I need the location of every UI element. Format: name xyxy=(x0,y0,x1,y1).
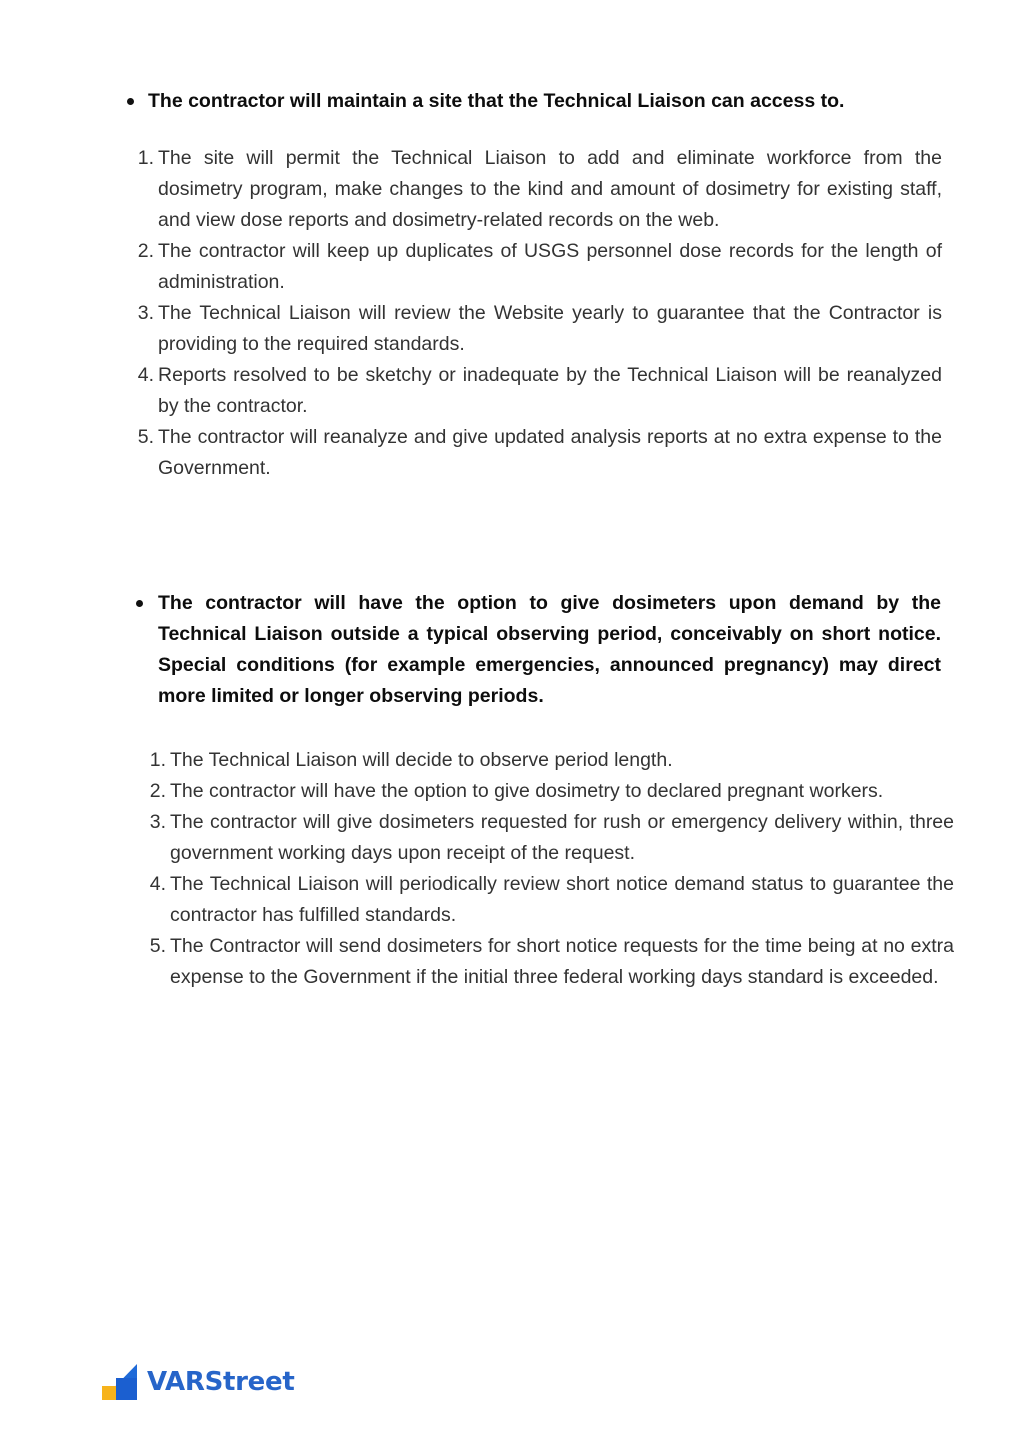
item-number: 2. xyxy=(149,780,166,802)
item-number: 4. xyxy=(137,364,154,386)
item-number: 5. xyxy=(149,935,166,957)
list-item xyxy=(149,745,954,776)
item-number: 3. xyxy=(149,811,166,833)
heading-text: The contractor will maintain a site that the Technical Liaison can access to. xyxy=(148,90,845,112)
item-text: The contractor will reanalyze and give updated analysis reports at no extra expense to the Government. xyxy=(158,426,942,479)
item-text: The Technical Liaison will review the Website yearly to guarantee that the Contractor is providing to the required standards. xyxy=(158,302,942,355)
list-item xyxy=(137,360,942,422)
heading-text: The contractor will have the option to give dosimeters upon demand by the Technical Liaison outside a typical observing period, conceivably on short notice. Special conditions (for example emergencies, announced pregnancy) may direct more limited or longer observing periods. xyxy=(158,592,941,707)
item-number: 3. xyxy=(137,302,154,324)
varstreet-logo xyxy=(102,1364,294,1400)
item-text: Reports resolved to be sketchy or inadequate by the Technical Liaison will be reanalyzed by the contractor. xyxy=(158,364,942,417)
item-number: 1. xyxy=(149,749,166,771)
item-text: The Contractor will send dosimeters for short notice requests for the time being at no extra expense to the Government if the initial three federal working days standard is exceeded. xyxy=(170,935,954,988)
list-item xyxy=(137,143,942,236)
item-text: The Technical Liaison will decide to observe period length. xyxy=(170,749,673,771)
list-item xyxy=(149,931,954,993)
bullet-icon xyxy=(127,98,134,105)
item-number: 1. xyxy=(137,147,154,169)
numbered-list xyxy=(149,745,954,993)
item-number: 2. xyxy=(137,240,154,262)
item-text: The contractor will have the option to give dosimetry to declared pregnant workers. xyxy=(170,780,884,802)
item-number: 5. xyxy=(137,426,154,448)
item-text: The contractor will keep up duplicates of USGS personnel dose records for the length of administration. xyxy=(158,240,942,293)
list-item xyxy=(149,869,954,931)
bullet-icon xyxy=(136,600,143,607)
list-item xyxy=(137,422,942,484)
item-text: The contractor will give dosimeters requested for rush or emergency delivery within, three government working days upon receipt of the request. xyxy=(170,811,954,864)
list-item xyxy=(149,776,954,807)
section-heading xyxy=(148,86,948,117)
logo-mark-icon xyxy=(102,1364,137,1400)
item-number: 4. xyxy=(149,873,166,895)
item-text: The Technical Liaison will periodically review short notice demand status to guarantee the contractor has fulfilled standards. xyxy=(170,873,954,926)
logo-text: VARStreet xyxy=(147,1367,295,1397)
list-item xyxy=(149,807,954,869)
list-item xyxy=(137,236,942,298)
section-heading xyxy=(158,588,941,712)
item-text: The site will permit the Technical Liaison to add and eliminate workforce from the dosimetry program, make changes to the kind and amount of dosimetry for existing staff, and view dose reports and dosimetry-related records on the web. xyxy=(158,147,942,231)
numbered-list xyxy=(137,143,942,484)
list-item xyxy=(137,298,942,360)
